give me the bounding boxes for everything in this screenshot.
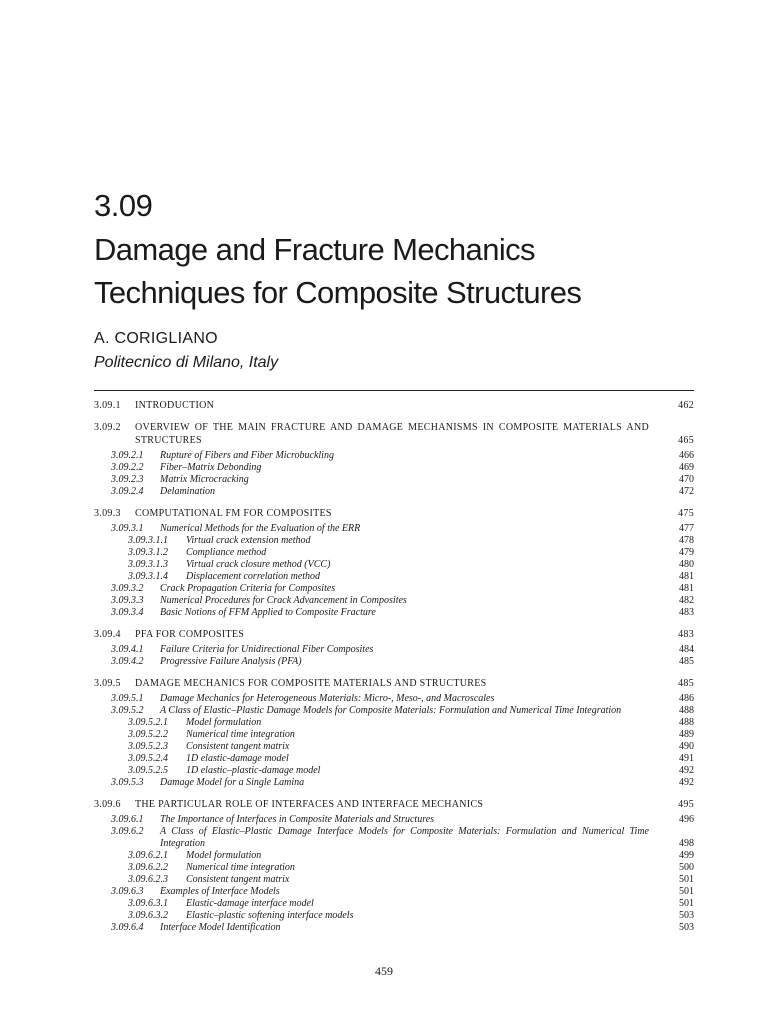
toc-entry-title: Compliance method xyxy=(186,547,267,558)
chapter-title-line: Damage and Fracture Mechanics xyxy=(94,232,535,267)
toc-entry xyxy=(94,595,694,607)
toc-entry-page: 501 xyxy=(679,874,694,885)
toc-entry xyxy=(94,862,694,874)
toc-entry-number: 3.09.3.3 xyxy=(111,595,144,606)
toc-entry-title: Damage Model for a Single Lamina xyxy=(160,777,305,788)
author-name: A. CORIGLIANO xyxy=(94,330,218,347)
toc-entry xyxy=(94,826,694,850)
toc-entry-page: 501 xyxy=(679,886,694,897)
toc-entry-number: 3.09.3.1.2 xyxy=(128,547,168,558)
toc-entry-number: 3.09.5.2.4 xyxy=(128,753,168,764)
toc-entry-page: 488 xyxy=(679,717,694,728)
toc-entry xyxy=(94,798,694,811)
toc-entry-number: 3.09.4.1 xyxy=(111,644,144,655)
toc-entry xyxy=(94,874,694,886)
toc-entry xyxy=(94,765,694,777)
toc-entry-title: Virtual crack closure method (VCC) xyxy=(186,559,331,570)
toc-entry xyxy=(94,717,694,729)
toc-entry-number: 3.09.6 xyxy=(94,799,121,810)
toc-entry xyxy=(94,729,694,741)
toc-entry-title: A Class of Elastic–Plastic Damage Models for Composite Materials: Formulation and Numerical Time Integration xyxy=(160,705,622,716)
toc-entry xyxy=(94,898,694,910)
toc-entry xyxy=(94,421,694,447)
toc-entry-title: Basic Notions of FFM Applied to Composite Fracture xyxy=(160,607,376,618)
toc-entry-title: Matrix Microcracking xyxy=(160,474,249,485)
toc-entry-page: 492 xyxy=(679,765,694,776)
toc-entry-title: Consistent tangent matrix xyxy=(186,874,290,885)
toc-entry-title: INTRODUCTION xyxy=(135,400,215,411)
toc-entry-number: 3.09.2.1 xyxy=(111,450,144,461)
toc-entry xyxy=(94,559,694,571)
toc-entry-title: Numerical Methods for the Evaluation of the ERR xyxy=(160,523,361,534)
toc-entry-number: 3.09.5.2.2 xyxy=(128,729,168,740)
toc-entry-page: 489 xyxy=(679,729,694,740)
table-of-contents xyxy=(94,399,694,934)
toc-entry-number: 3.09.2.3 xyxy=(111,474,144,485)
toc-entry-number: 3.09.5.2.5 xyxy=(128,765,168,776)
toc-entry xyxy=(94,583,694,595)
toc-entry-number: 3.09.1 xyxy=(94,400,121,411)
header-rule xyxy=(94,390,694,391)
toc-entry xyxy=(94,656,694,668)
toc-entry-number: 3.09.4 xyxy=(94,629,121,640)
toc-entry-page: 478 xyxy=(679,535,694,546)
toc-entry-title: Failure Criteria for Unidirectional Fiber Composites xyxy=(160,644,374,655)
toc-entry-number: 3.09.3.2 xyxy=(111,583,144,594)
toc-entry-number: 3.09.5.2.1 xyxy=(128,717,168,728)
toc-entry-number: 3.09.2 xyxy=(94,422,121,433)
chapter-title-line: Techniques for Composite Structures xyxy=(94,275,582,310)
toc-entry-number: 3.09.3 xyxy=(94,508,121,519)
toc-entry xyxy=(94,850,694,862)
toc-entry-page: 501 xyxy=(679,898,694,909)
toc-entry-title: Damage Mechanics for Heterogeneous Materials: Micro-, Meso-, and Macroscales xyxy=(160,693,495,704)
toc-entry-number: 3.09.3.1.3 xyxy=(128,559,168,570)
toc-entry-page: 500 xyxy=(679,862,694,873)
toc-entry xyxy=(94,462,694,474)
toc-entry-page: 491 xyxy=(679,753,694,764)
toc-entry-title: Elastic–plastic softening interface models xyxy=(186,910,354,921)
chapter-title xyxy=(94,228,714,314)
toc-entry-page: 490 xyxy=(679,741,694,752)
toc-entry xyxy=(94,886,694,898)
toc-entry-page: 472 xyxy=(679,486,694,497)
toc-entry-number: 3.09.5 xyxy=(94,678,121,689)
toc-entry xyxy=(94,705,694,717)
toc-entry xyxy=(94,628,694,641)
toc-entry-title: Interface Model Identification xyxy=(160,922,281,933)
toc-entry-page: 484 xyxy=(679,644,694,655)
toc-entry-number: 3.09.3.1.1 xyxy=(128,535,168,546)
toc-entry-title: Crack Propagation Criteria for Composites xyxy=(160,583,336,594)
toc-entry-page: 492 xyxy=(679,777,694,788)
toc-entry-title: The Importance of Interfaces in Composite Materials and Structures xyxy=(160,814,435,825)
toc-entry-page: 488 xyxy=(679,705,694,716)
toc-entry xyxy=(94,547,694,559)
toc-entry-page: 503 xyxy=(679,910,694,921)
toc-entry-number: 3.09.5.2 xyxy=(111,705,144,716)
toc-entry xyxy=(94,474,694,486)
toc-entry xyxy=(94,486,694,498)
toc-entry-title: Examples of Interface Models xyxy=(160,886,280,897)
toc-entry xyxy=(94,399,694,412)
toc-entry xyxy=(94,535,694,547)
toc-entry-page: 499 xyxy=(679,850,694,861)
toc-entry-title: Numerical Procedures for Crack Advancement in Composites xyxy=(160,595,407,606)
toc-entry-title: Numerical time integration xyxy=(186,862,295,873)
toc-entry-number: 3.09.6.3.2 xyxy=(128,910,168,921)
toc-entry-title: Consistent tangent matrix xyxy=(186,741,290,752)
toc-entry-page: 477 xyxy=(679,523,694,534)
toc-entry-number: 3.09.3.4 xyxy=(111,607,144,618)
toc-entry xyxy=(94,644,694,656)
toc-entry-title: OVERVIEW OF THE MAIN FRACTURE AND DAMAGE MECHANISMS IN COMPOSITE MATERIALS AND STRUCTURES xyxy=(135,422,649,446)
toc-entry-page: 481 xyxy=(679,571,694,582)
toc-entry-title: DAMAGE MECHANICS FOR COMPOSITE MATERIALS AND STRUCTURES xyxy=(135,678,487,689)
toc-entry-title: Displacement correlation method xyxy=(186,571,321,582)
toc-entry xyxy=(94,607,694,619)
toc-entry-title: Virtual crack extension method xyxy=(186,535,311,546)
toc-entry-page: 498 xyxy=(679,838,694,849)
toc-entry-number: 3.09.6.3.1 xyxy=(128,898,168,909)
toc-entry-page: 465 xyxy=(678,435,694,446)
toc-entry-number: 3.09.6.2.3 xyxy=(128,874,168,885)
toc-entry-page: 486 xyxy=(679,693,694,704)
toc-entry-page: 469 xyxy=(679,462,694,473)
toc-entry-title: Numerical time integration xyxy=(186,729,295,740)
toc-entry-title: A Class of Elastic–Plastic Damage Interface Models for Composite Materials: Formulation and Numerical Time Integration xyxy=(160,826,649,849)
toc-entry-title: Model formulation xyxy=(186,717,262,728)
toc-entry-page: 503 xyxy=(679,922,694,933)
author-affiliation: Politecnico di Milano, Italy xyxy=(94,354,279,371)
toc-entry-number: 3.09.6.1 xyxy=(111,814,144,825)
toc-entry-page: 485 xyxy=(678,678,694,689)
toc-entry-title: COMPUTATIONAL FM FOR COMPOSITES xyxy=(135,508,332,519)
toc-entry-page: 485 xyxy=(679,656,694,667)
toc-entry-title: Delamination xyxy=(160,486,215,497)
toc-entry xyxy=(94,922,694,934)
toc-entry xyxy=(94,693,694,705)
toc-entry-title: Progressive Failure Analysis (PFA) xyxy=(160,656,302,667)
toc-entry-title: Elastic-damage interface model xyxy=(186,898,314,909)
toc-entry-title: 1D elastic-damage model xyxy=(186,753,289,764)
toc-entry-number: 3.09.5.1 xyxy=(111,693,144,704)
toc-entry-number: 3.09.5.2.3 xyxy=(128,741,168,752)
toc-entry-page: 495 xyxy=(678,799,694,810)
toc-entry-title: Fiber–Matrix Debonding xyxy=(160,462,262,473)
toc-entry xyxy=(94,814,694,826)
toc-entry xyxy=(94,523,694,535)
toc-entry-title: 1D elastic–plastic-damage model xyxy=(186,765,321,776)
toc-entry-number: 3.09.2.2 xyxy=(111,462,144,473)
toc-entry-page: 480 xyxy=(679,559,694,570)
toc-entry-number: 3.09.6.2 xyxy=(111,826,144,837)
toc-entry xyxy=(94,677,694,690)
toc-entry-page: 482 xyxy=(679,595,694,606)
toc-entry-page: 462 xyxy=(678,400,694,411)
toc-entry-page: 479 xyxy=(679,547,694,558)
toc-entry-number: 3.09.3.1 xyxy=(111,523,144,534)
toc-entry-number: 3.09.6.4 xyxy=(111,922,144,933)
toc-entry xyxy=(94,450,694,462)
toc-entry-number: 3.09.6.3 xyxy=(111,886,144,897)
page-number: 459 xyxy=(375,964,393,978)
toc-entry xyxy=(94,507,694,520)
toc-entry-title: THE PARTICULAR ROLE OF INTERFACES AND INTERFACE MECHANICS xyxy=(135,799,484,810)
toc-entry-title: PFA FOR COMPOSITES xyxy=(135,629,245,640)
toc-entry-page: 475 xyxy=(678,508,694,519)
toc-entry-page: 483 xyxy=(679,607,694,618)
toc-entry-page: 470 xyxy=(679,474,694,485)
toc-entry-number: 3.09.6.2.1 xyxy=(128,850,168,861)
toc-entry-number: 3.09.2.4 xyxy=(111,486,144,497)
toc-entry-number: 3.09.6.2.2 xyxy=(128,862,168,873)
toc-entry-page: 483 xyxy=(678,629,694,640)
toc-entry-title: Model formulation xyxy=(186,850,262,861)
toc-entry xyxy=(94,753,694,765)
toc-entry xyxy=(94,777,694,789)
toc-entry-page: 466 xyxy=(679,450,694,461)
toc-entry-number: 3.09.4.2 xyxy=(111,656,144,667)
toc-entry-number: 3.09.5.3 xyxy=(111,777,144,788)
toc-entry-page: 496 xyxy=(679,814,694,825)
chapter-number: 3.09 xyxy=(94,188,153,223)
toc-entry-number: 3.09.3.1.4 xyxy=(128,571,168,582)
toc-entry xyxy=(94,571,694,583)
toc-entry-title: Rupture of Fibers and Fiber Microbuckling xyxy=(160,450,334,461)
toc-entry xyxy=(94,741,694,753)
toc-entry xyxy=(94,910,694,922)
toc-entry-page: 481 xyxy=(679,583,694,594)
